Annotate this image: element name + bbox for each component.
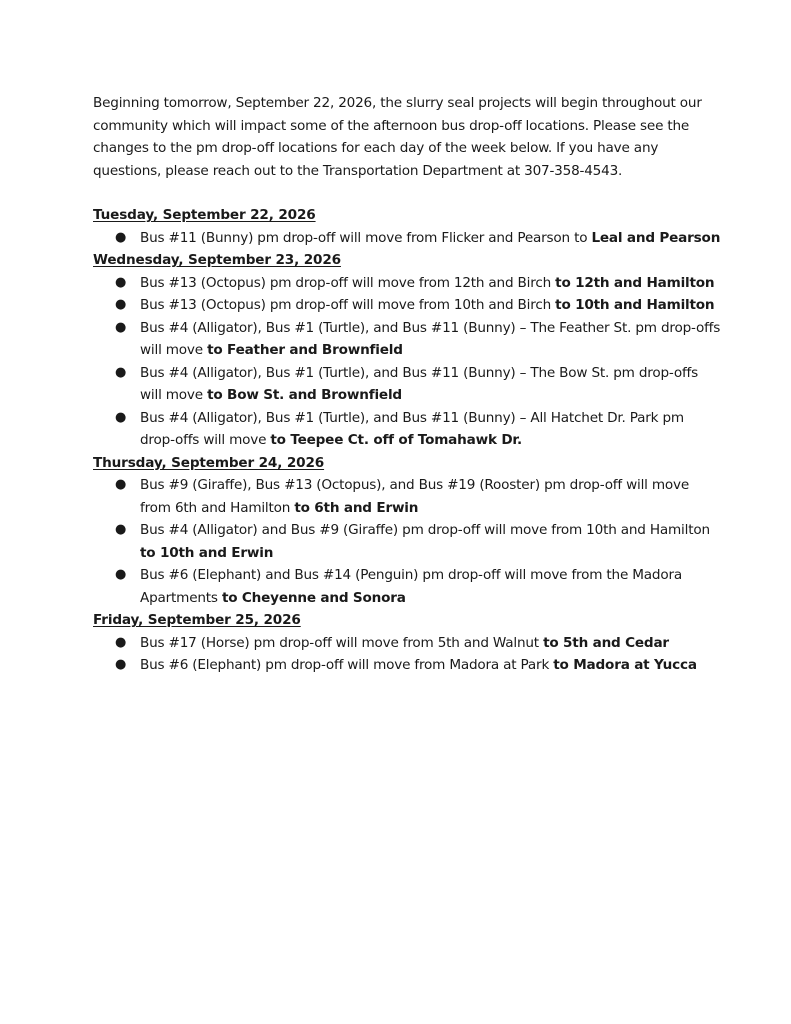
new-location: Leal and Pearson (591, 229, 721, 246)
list-item (93, 294, 723, 317)
change-description: Bus #9 (Giraffe), Bus #13 (Octopus), and Bus #19 (Rooster) pm drop-off will move from 6th and Hamilton (140, 477, 690, 516)
intro-paragraph: Beginning tomorrow, September 22, 2026, the slurry seal projects will begin throughout our community which will impact some of the afternoon bus drop-off locations. Please see the changes to the pm drop-off locations for each day of the week below. If you have any questions, please reach out to the Transportation Department at 307-358-4543. (93, 95, 702, 179)
change-description: Bus #4 (Alligator), Bus #1 (Turtle), and Bus #11 (Bunny) – The Feather St. pm drop-offs will move (140, 319, 721, 358)
change-description: Bus #11 (Bunny) pm drop-off will move from Flicker and Pearson to (140, 229, 592, 246)
list-item (93, 227, 723, 250)
bullet-icon: ● (115, 567, 127, 582)
bullet-icon: ● (115, 297, 127, 312)
bullet-icon: ● (115, 522, 127, 537)
drop-off-change-list (93, 227, 723, 250)
day-section (93, 452, 723, 610)
day-heading: Wednesday, September 23, 2026 (93, 252, 341, 268)
new-location: to 10th and Erwin (140, 544, 274, 561)
new-location: to Madora at Yucca (553, 657, 697, 673)
day-heading: Tuesday, September 22, 2026 (93, 207, 316, 223)
bullet-icon: ● (115, 229, 127, 245)
bullet-icon: ● (115, 409, 127, 425)
day-section (93, 249, 723, 452)
drop-off-change-list (93, 632, 723, 677)
bullet-icon: ● (115, 477, 127, 492)
bullet-icon: ● (115, 657, 127, 672)
list-item (93, 654, 723, 677)
list-item (93, 407, 723, 452)
day-heading: Friday, September 25, 2026 (93, 612, 301, 628)
day-heading: Thursday, September 24, 2026 (93, 454, 325, 471)
list-item (93, 474, 723, 519)
bullet-icon: ● (115, 319, 127, 335)
bullet-icon: ● (115, 364, 127, 380)
drop-off-change-list (93, 474, 723, 609)
bullet-icon: ● (115, 274, 127, 290)
new-location: to Feather and Brownfield (207, 342, 403, 358)
schedule-changes (93, 204, 723, 677)
new-location: to Bow St. and Brownfield (207, 387, 402, 403)
new-location: to Teepee Ct. off of Tomahawk Dr. (270, 432, 522, 448)
day-section (93, 609, 723, 677)
change-description: Bus #17 (Horse) pm drop-off will move from 5th and Walnut (140, 634, 544, 651)
document-page (93, 92, 723, 677)
list-item (93, 317, 723, 362)
new-location: to 5th and Cedar (543, 634, 669, 651)
new-location: to Cheyenne and Sonora (221, 589, 406, 606)
list-item (93, 564, 723, 609)
change-description: Bus #4 (Alligator) and Bus #9 (Giraffe) pm drop-off will move from 10th and Hamilton (140, 522, 710, 538)
change-description: Bus #4 (Alligator), Bus #1 (Turtle), and Bus #11 (Bunny) – All Hatchet Dr. Park pm drop-offs will move (140, 409, 684, 448)
new-location: to 12th and Hamilton (555, 274, 715, 291)
change-description: Bus #6 (Elephant) pm drop-off will move from Madora at Park (140, 657, 554, 673)
change-description: Bus #6 (Elephant) and Bus #14 (Penguin) pm drop-off will move from the Madora Apartments (140, 567, 682, 606)
list-item (93, 362, 723, 407)
new-location: to 10th and Hamilton (555, 297, 715, 313)
drop-off-change-list (93, 272, 723, 452)
change-description: Bus #13 (Octopus) pm drop-off will move from 12th and Birch (140, 274, 556, 291)
list-item (93, 632, 723, 655)
bullet-icon: ● (115, 634, 127, 650)
day-section (93, 204, 723, 249)
change-description: Bus #4 (Alligator), Bus #1 (Turtle), and Bus #11 (Bunny) – The Bow St. pm drop-offs will move (140, 364, 699, 403)
list-item (93, 519, 723, 564)
new-location: to 6th and Erwin (294, 499, 419, 516)
change-description: Bus #13 (Octopus) pm drop-off will move from 10th and Birch (140, 297, 556, 313)
list-item (93, 272, 723, 295)
